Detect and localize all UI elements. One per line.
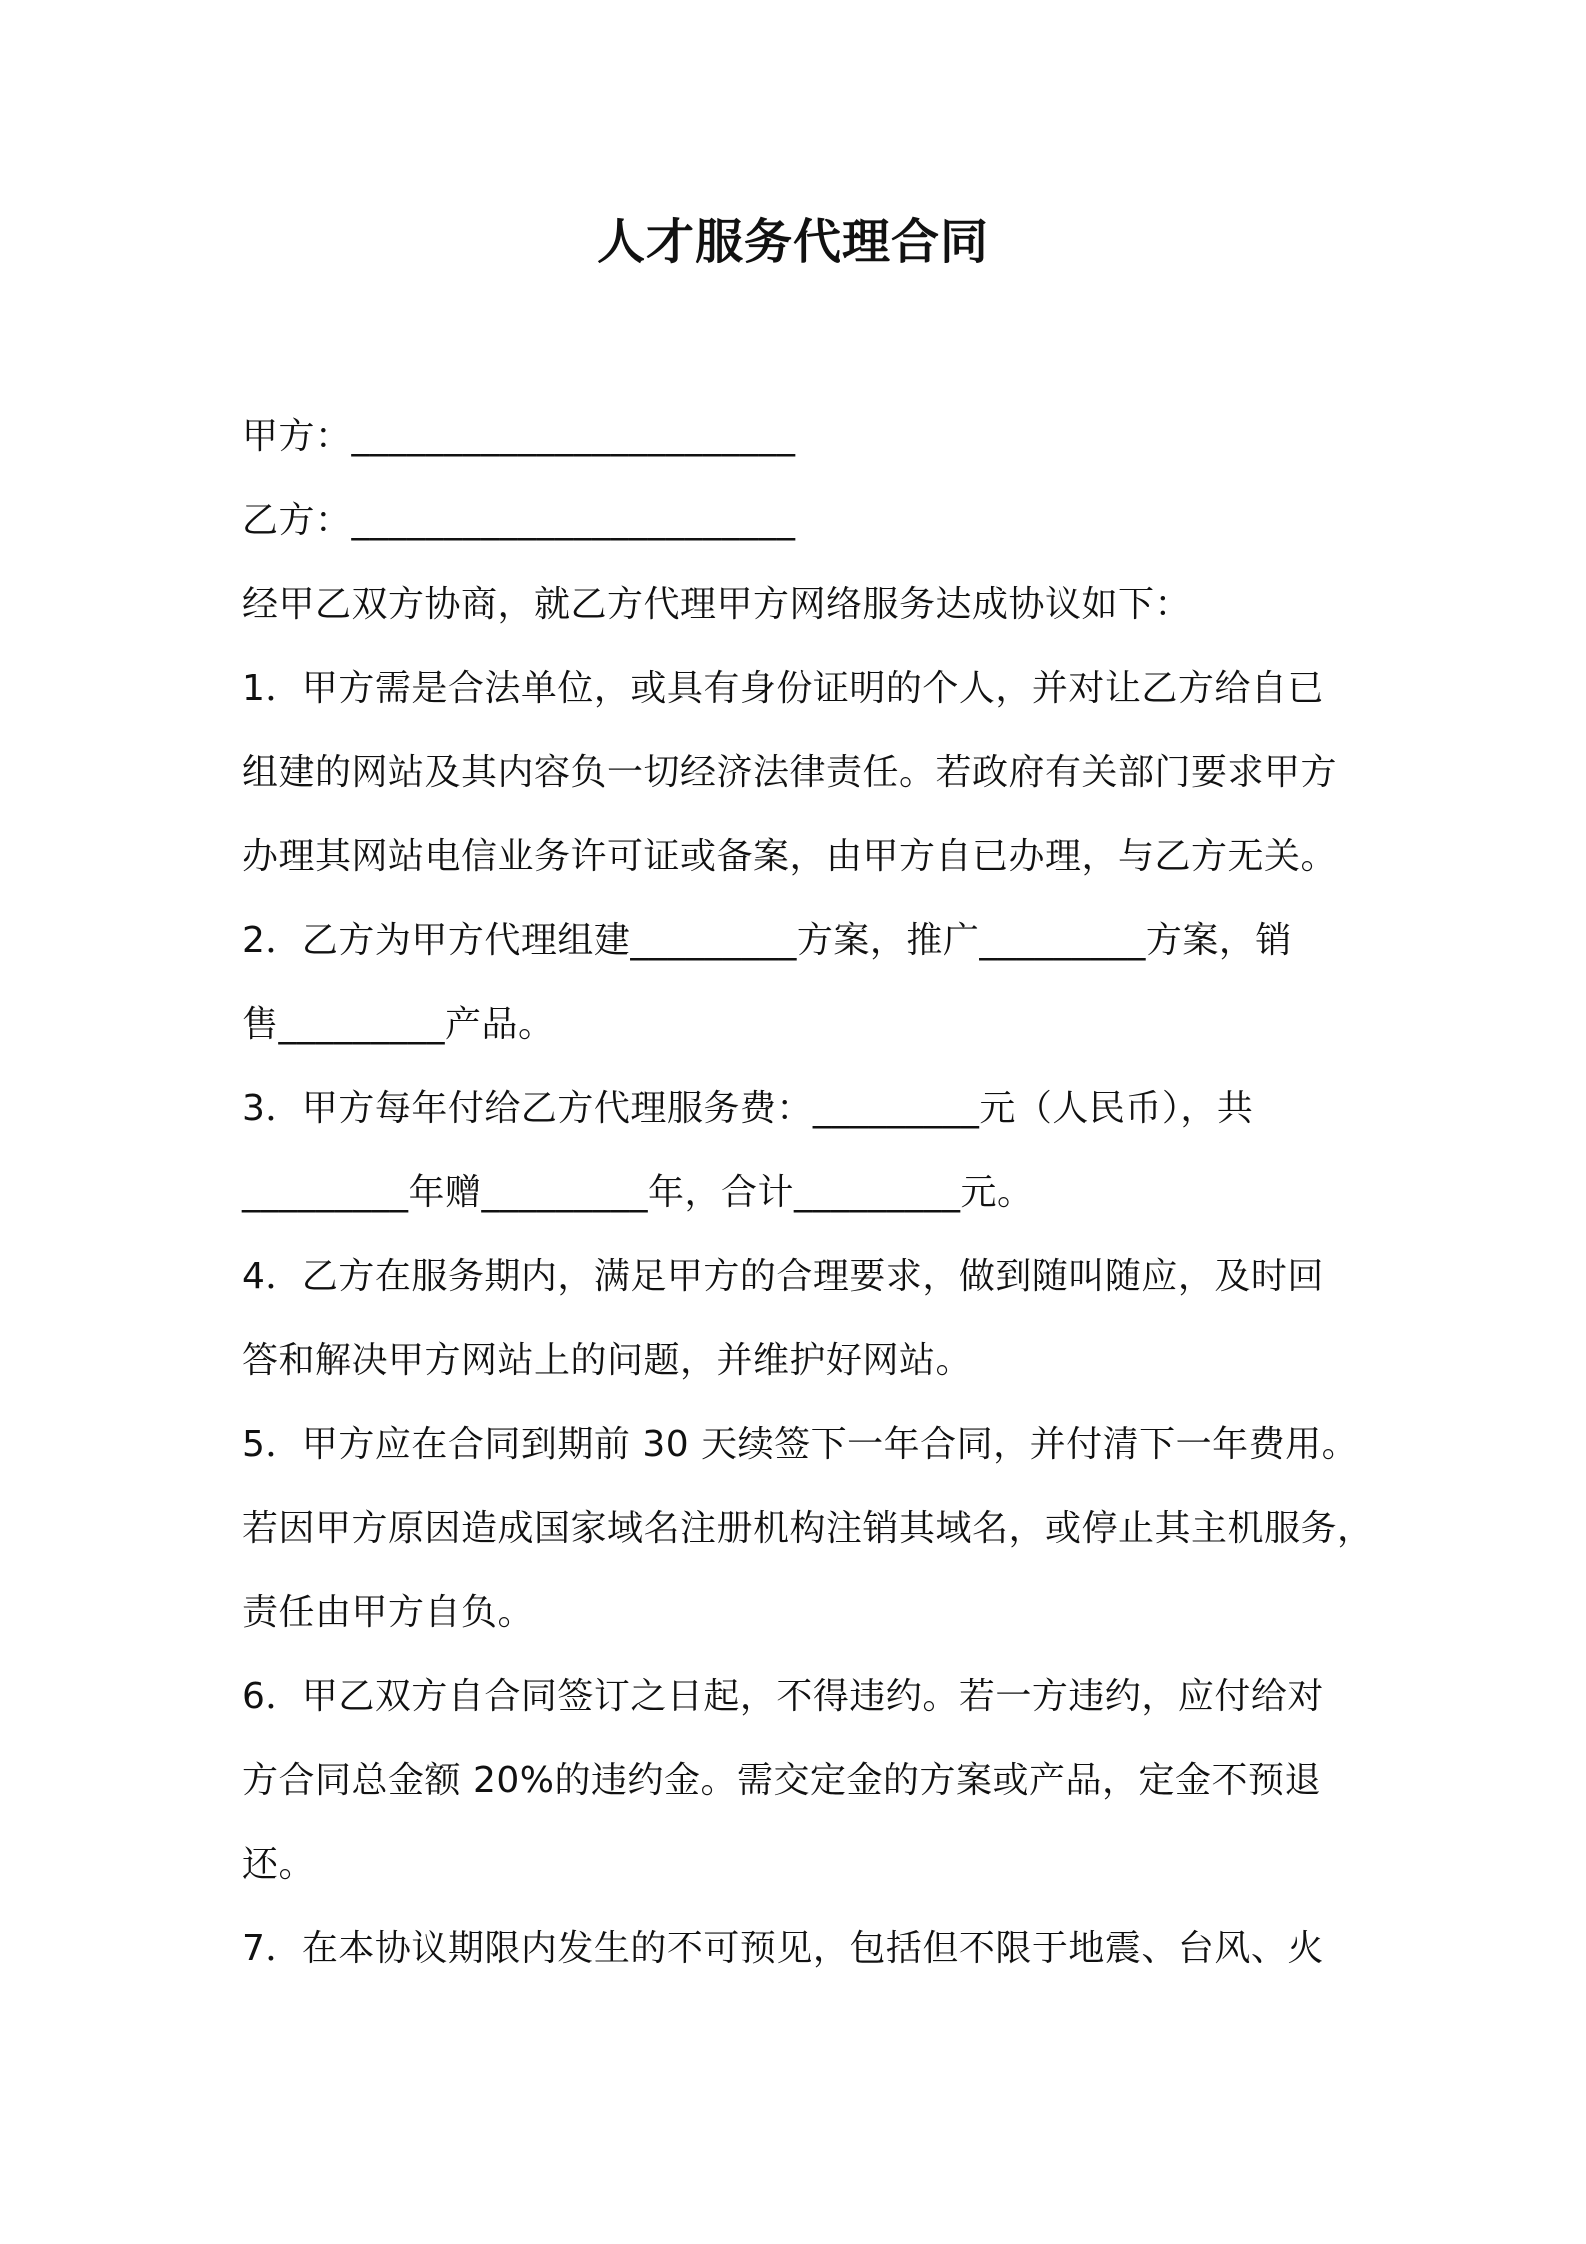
clause-6-line-2: 方合同总金额 20%的违约金。需交定金的方案或产品，定金不预退: [242, 1760, 1321, 1801]
clause-3-line-1: 3．甲方每年付给乙方代理服务费：_________元（人民币），共: [242, 1088, 1254, 1129]
clause-2-line-1: 2．乙方为甲方代理组建_________方案，推广_________方案，销: [242, 920, 1292, 961]
clause-2-line-2: 售_________产品。: [242, 1004, 555, 1045]
document-title: 人才服务代理合同: [596, 214, 989, 270]
clause-6-line-3: 还。: [242, 1844, 316, 1885]
clause-4-line-1: 4．乙方在服务期内，满足甲方的合理要求，做到随叫随应，及时回: [242, 1256, 1324, 1297]
clause-4-line-2: 答和解决甲方网站上的问题，并维护好网站。: [242, 1340, 973, 1381]
clause-5-line-2: 若因甲方原因造成国家域名注册机构注销其域名，或停止其主机服务，: [242, 1508, 1374, 1549]
clause-3-line-2: _________年赠_________年，合计_________元。: [242, 1172, 1034, 1213]
clause-6-line-1: 6．甲乙双方自合同签订之日起，不得违约。若一方违约，应付给对: [242, 1676, 1324, 1717]
party-b-line: 乙方：________________________: [242, 500, 796, 541]
party-a-line: 甲方：________________________: [242, 416, 796, 457]
clause-5-line-3: 责任由甲方自负。: [242, 1592, 535, 1633]
intro-line: 经甲乙双方协商，就乙方代理甲方网络服务达成协议如下：: [242, 584, 1192, 625]
clause-5-line-1: 5．甲方应在合同到期前 30 天续签下一年合同，并付清下一年费用。: [242, 1424, 1359, 1465]
clause-1-line-3: 办理其网站电信业务许可证或备案，由甲方自已办理，与乙方无关。: [242, 836, 1338, 877]
clause-7-line-1: 7．在本协议期限内发生的不可预见，包括但不限于地震、台风、火: [242, 1928, 1324, 1969]
clause-1-line-1: 1．甲方需是合法单位，或具有身份证明的个人，并对让乙方给自已: [242, 668, 1324, 709]
clause-1-line-2: 组建的网站及其内容负一切经济法律责任。若政府有关部门要求甲方: [242, 752, 1338, 793]
